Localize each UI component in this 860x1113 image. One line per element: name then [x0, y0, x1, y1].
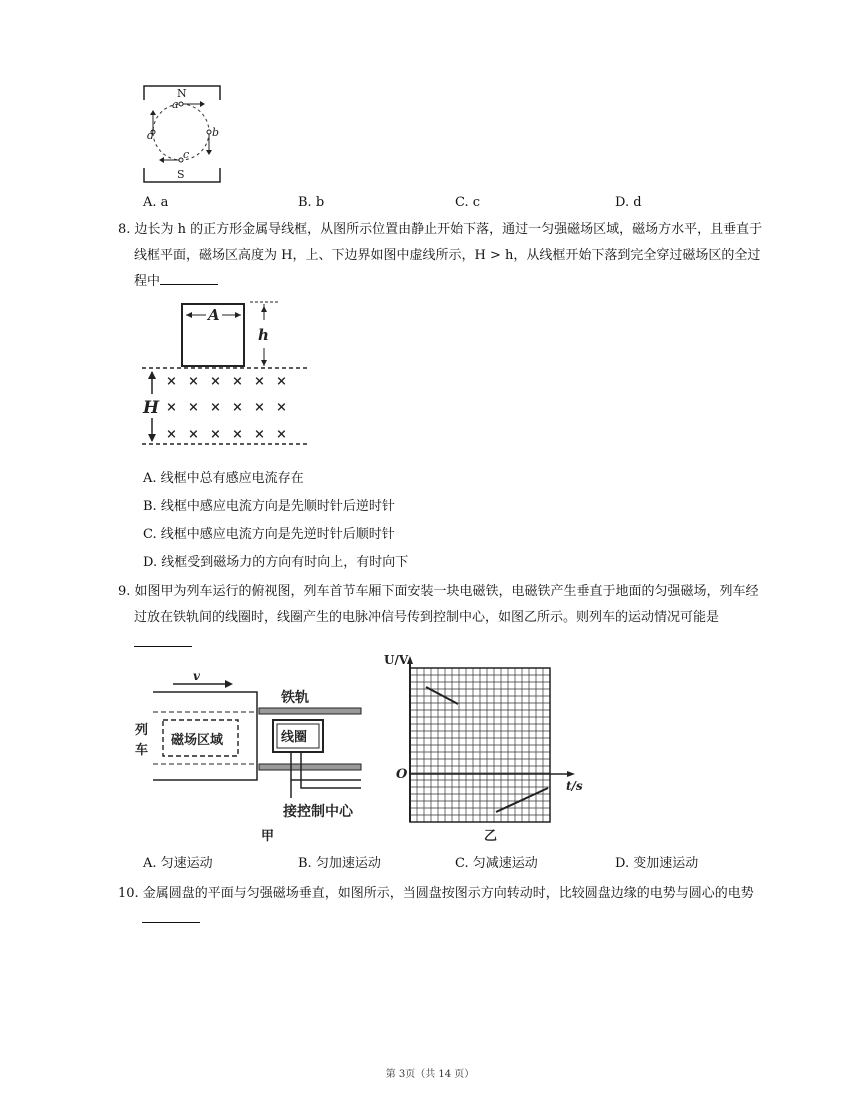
coil-label: 线圈 [281, 730, 308, 745]
train-label-1: 列 [135, 723, 149, 738]
q9-figure-jia [133, 668, 378, 844]
q8-question [118, 217, 768, 295]
figure-jia-caption: 甲 [261, 829, 275, 844]
q8-label-h: h [258, 326, 269, 344]
y-axis-label: U/V [384, 653, 409, 667]
q7-option-c: C. c [455, 195, 481, 210]
q8-option-c: C. 线框中感应电流方向是先逆时针后顺时针 [143, 527, 395, 542]
origin-label: O [396, 767, 408, 782]
control-center-label: 接控制中心 [283, 804, 353, 820]
svg-text:×: × [188, 400, 199, 415]
svg-text:×: × [188, 427, 199, 442]
chart-grid [410, 668, 550, 822]
magnetic-zone-label: 磁场区域 [171, 733, 224, 748]
point-c-label: c [183, 148, 190, 161]
q9-question [118, 579, 768, 657]
train-label-2: 车 [135, 743, 149, 758]
velocity-label: v [193, 669, 200, 683]
q7-option-b: B. b [298, 195, 325, 210]
svg-text:×: × [166, 400, 177, 415]
q9-option-c: C. 匀减速运动 [455, 856, 538, 871]
q8-figure [138, 298, 318, 450]
svg-text:×: × [254, 427, 265, 442]
q8-label-H: H [143, 398, 160, 418]
q8-answer-blank [160, 272, 218, 285]
q9-text: 9. 如图甲为列车运行的俯视图，列车首节车厢下面安装一块电磁铁，电磁铁产生垂直于地面的匀强磁场，列车经过放在铁轨间的线圈时，线圈产生的电脉冲信号传到控制中心，如图乙所示。则列车的运动情况可能是 [118, 584, 759, 625]
svg-text:×: × [210, 400, 221, 415]
q9-figure-yi [370, 652, 590, 847]
svg-text:×: × [232, 374, 243, 389]
q10-answer-blank [142, 910, 200, 923]
svg-text:×: × [166, 374, 177, 389]
svg-text:×: × [188, 374, 199, 389]
q8-option-d: D. 线框受到磁场力的方向有时向上，有时向下 [143, 555, 409, 570]
q7-option-d: D. d [615, 195, 642, 210]
svg-text:×: × [276, 400, 287, 415]
svg-text:×: × [232, 400, 243, 415]
svg-text:×: × [210, 427, 221, 442]
svg-text:×: × [166, 427, 177, 442]
q9-answer-blank [134, 634, 192, 647]
page-footer: 第 3页（共 14 页） [385, 1069, 475, 1080]
point-b-label: b [212, 126, 220, 139]
s-pole-label: S [177, 168, 185, 181]
svg-text:×: × [254, 374, 265, 389]
rail-label: 铁轨 [281, 690, 309, 706]
q8-text: 8. 边长为 h 的正方形金属导线框，从图所示位置由静止开始下落，通过一匀强磁场区域，磁场方水平，且垂直于线框平面，磁场区高度为 H，上、下边界如图中虚线所示，H > h，从线框开始下落到完全穿过磁场区的全过程中 [118, 222, 763, 289]
svg-text:×: × [276, 374, 287, 389]
q10-text: 10. 金属圆盘的平面与匀强磁场垂直，如图所示，当圆盘按图示方向转动时，比较圆盘边缘的电势与圆心的电势 [118, 886, 754, 901]
svg-text:×: × [232, 427, 243, 442]
point-a-label: a [172, 98, 179, 111]
q7-figure [138, 82, 228, 186]
figure-yi-caption: 乙 [484, 829, 498, 844]
point-d-label: d [147, 129, 155, 142]
n-pole-label: N [177, 87, 187, 100]
q9-option-d: D. 变加速运动 [615, 856, 699, 871]
svg-text:×: × [276, 427, 287, 442]
q9-option-b: B. 匀加速运动 [298, 856, 381, 871]
svg-text:×: × [210, 374, 221, 389]
magnetic-field-crosses [166, 374, 287, 442]
svg-text:×: × [254, 400, 265, 415]
q9-option-a: A. 匀速运动 [143, 856, 213, 871]
x-axis-label: t/s [566, 779, 583, 793]
q8-label-a: A [208, 306, 220, 324]
q8-option-b: B. 线框中感应电流方向是先顺时针后逆时针 [143, 499, 395, 514]
q10-question [118, 881, 768, 933]
q7-option-a: A. a [143, 195, 169, 210]
q8-option-a: A. 线框中总有感应电流存在 [143, 471, 304, 486]
